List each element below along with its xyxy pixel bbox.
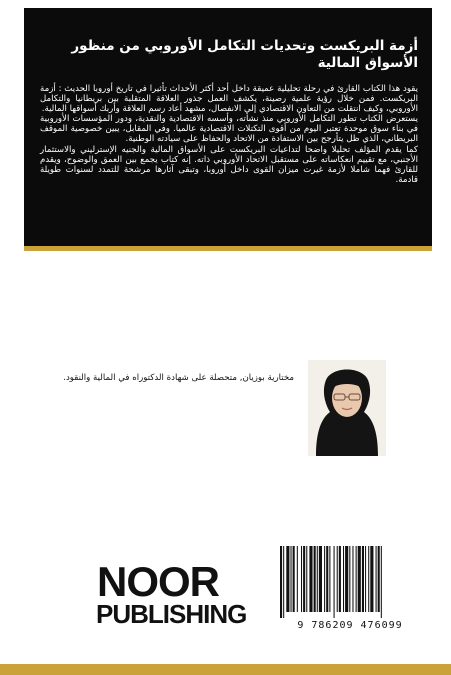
author-photo	[308, 360, 386, 456]
barcode-bar	[329, 546, 330, 612]
barcode-bar	[356, 546, 357, 612]
blurb-paragraph-1: يقود هذا الكتاب القارئ في رحلة تحليلية عميقة داخل أحد أكثر الأحداث تأثيرا في تاريخ أوروبا الحديث : أزمة البريكست. فمن خلال رؤية علمية رصينة، يكشف العمل جذور العلاقة المتقلبة بين بريطانيا والتكامل الأوروبي، وكيف انتقلت من التعاون الاقتصادي إلى الانفصال، مشهد أعاد رسم العلاقة وأربك أسواقها المالية.	[40, 84, 418, 115]
barcode-bar	[291, 546, 292, 612]
author-bio-text: مختارية بوزيان, متحصلة على شهادة الدكتوراه في المالية والنقود.	[63, 373, 294, 383]
barcode-bar	[280, 546, 282, 618]
barcode-bar	[303, 546, 305, 612]
barcode-bar	[324, 546, 325, 612]
publisher-logo-line1: NOOR	[97, 558, 219, 605]
blurb-paragraph-2: يستعرض الكتاب تطور التكامل الأوروبي منذ نشأته، وأسسه الاقتصادية والنقدية، ودور المؤسسات الأوروبية في بناء سوق موحدة تعتبر اليوم من أقوى التكتلات الاقتصادية عالميا. وفي المقابل، يبين خصوصية الموقف البريطاني، الذي ظل يتأرجح بين الاستفادة من الاتحاد والحفاظ على سيادته الوطنية.	[40, 114, 418, 145]
barcode-bar	[306, 546, 307, 612]
barcode-bar	[286, 546, 289, 612]
barcode-bar	[368, 546, 369, 612]
publisher-logo-line2: PUBLISHING	[96, 599, 247, 629]
back-cover-text-panel	[24, 8, 432, 246]
barcode-bar	[358, 546, 361, 612]
gold-divider-bottom	[0, 664, 451, 675]
barcode-bar	[370, 546, 373, 612]
barcode-bar	[378, 546, 380, 612]
barcode-bars	[280, 546, 420, 618]
gold-divider-top	[24, 246, 432, 251]
barcode-bar	[301, 546, 302, 612]
barcode-bar	[283, 546, 284, 618]
isbn-barcode	[274, 546, 426, 644]
barcode-bar	[349, 546, 350, 612]
barcode-bar	[376, 546, 377, 612]
barcode-bar	[309, 546, 312, 612]
barcode-bar	[297, 546, 298, 612]
barcode-bar	[319, 546, 322, 612]
author-bio	[36, 373, 294, 383]
blurb-paragraph-3: كما يقدم المؤلف تحليلا واضحا لتداعيات البريكست على الأسواق المالية والجنيه الإسترليني والاستثمار الأجنبي، مع تقييم انعكاساته على مستقبل الاتحاد الأوروبي ذاته. إنه كتاب يجمع بين العمق والوضوح، ويقدم للقارئ فهما شاملا لأزمة غيرت ميزان القوى داخل أوروبا، وتبقى آثارها مرشحة للتمدد لسنوات طويلة قادمة.	[40, 144, 418, 185]
barcode-bar	[343, 546, 344, 612]
barcode-bar	[293, 546, 295, 612]
book-title: أزمة البريكست وتحديات التكامل الأوروبي من منظور الأسواق المالية	[71, 38, 418, 71]
author-portrait-image	[308, 360, 386, 456]
barcode-bar	[339, 546, 341, 612]
publisher-logo	[96, 558, 247, 629]
barcode-bar	[337, 546, 338, 612]
barcode-bar	[365, 546, 366, 612]
barcode-bar	[317, 546, 318, 612]
barcode-bar	[345, 546, 348, 612]
barcode-bar	[314, 546, 316, 612]
isbn-digits: 9 786209 476099	[297, 620, 403, 631]
barcode-bar	[326, 546, 328, 612]
barcode-bar	[362, 546, 364, 612]
barcode-bar	[381, 546, 382, 618]
barcode-bar	[352, 546, 353, 612]
barcode-bar	[334, 546, 335, 618]
